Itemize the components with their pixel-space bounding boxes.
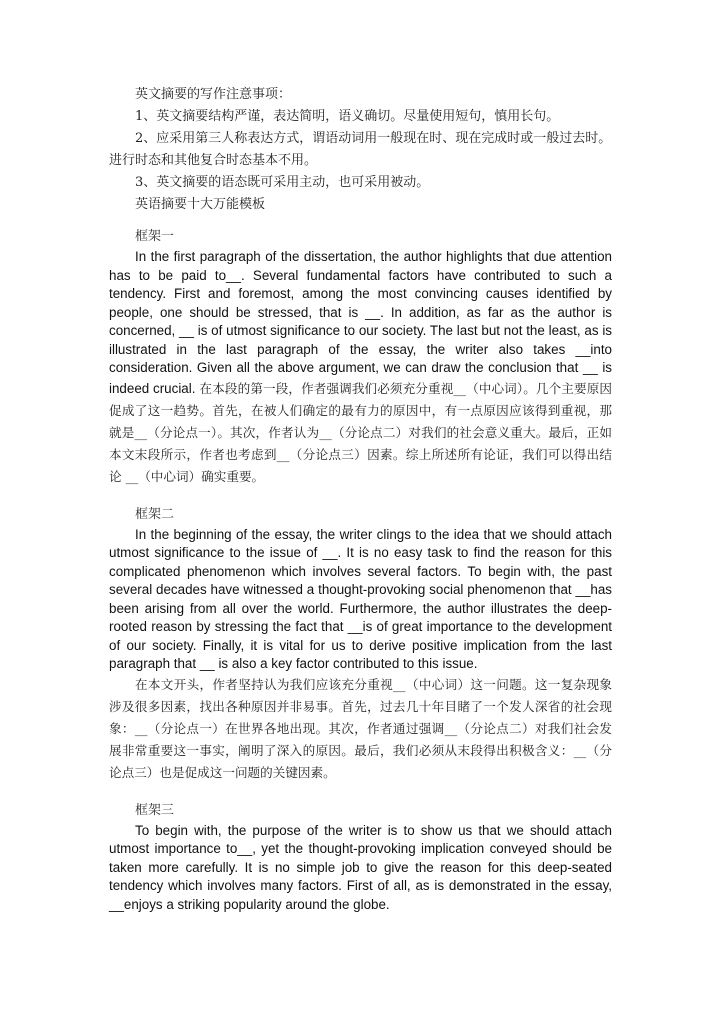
frame2-chinese: 在本文开头，作者坚持认为我们应该充分重视__（中心词）这一问题。这一复杂现象涉及很多因素，找出各种原因并非易事。首先，过去几十年目睹了一个发人深省的社会现象：__（分论点一）在世界各地出现。其次，作者通过强调__（分论点二）对我们社会发展非常重要这一事实，阐明了深入的原因。最后，我们必须从末段得出积极含义：__（分论点三）也是促成这一问题的关键因素。 [109, 676, 612, 780]
document-page [109, 84, 612, 914]
notes-item-2: 2、应采用第三人称表达方式，谓语动词用一般现在时、现在完成时或一般过去时。进行时态和其他复合时态基本不用。 [109, 131, 612, 168]
frame2-english: In the beginning of the essay, the writer clings to the idea that we should attach utmost significance to the issue of __. It is no easy task to find the reason for this complicated phenomenon which involves several factors. To begin with, the past several decades have witnessed a thought-provoking social phenomenon that __has been arising from all over the world. Furthermore, the author illustrates the deep-rooted reason by stressing the fact that __is of great importance to the development of our society. Finally, it is vital for us to derive positive implication from the last paragraph that __ is also a key factor contributed to this issue. [109, 526, 612, 671]
frame1-chinese: 在本段的第一段，作者强调我们必须充分重视__（中心词）。几个主要原因促成了这一趋势。首先，在被人们确定的最有力的原因中，有一点原因应该得到重视，那就是__（分论点一）。其次，作者认为__（分论点二）对我们的社会意义重大。最后，正如本文末段所示，作者也考虑到__（分论点三）因素。综上所述所有论证，我们可以得出结论 __（中心词）确实重要。 [109, 380, 612, 484]
notes-item-3: 3、英文摘要的语态既可采用主动，也可采用被动。 [135, 175, 430, 190]
frame1-paragraph [109, 248, 612, 488]
frame2-title: 框架二 [135, 506, 175, 522]
notes-item-1: 1、英文摘要结构严谨，表达简明，语义确切。尽量使用短句，慎用长句。 [135, 109, 560, 124]
frame3-english: To begin with, the purpose of the writer is to show us that we should attach utmost importance to__, yet the thought-provoking implication conveyed should be taken more carefully. It is no simple job to give the reason for this deep-seated tendency which involves many factors. First of all, as is demonstrated in the essay, __enjoys a striking popularity around the globe. [109, 822, 612, 912]
templates-heading: 英语摘要十大万能模板 [135, 197, 266, 212]
notes-heading: 英文摘要的写作注意事项： [135, 87, 292, 102]
frame3-title: 框架三 [135, 802, 175, 818]
frame1-english: In the first paragraph of the dissertation, the author highlights that due attention has to be paid to__. Several fundamental factors have contributed to such a tendency. First and foremost, among the most convincing causes identified by people, one should be stressed, that is __. In addition, as far as the author is concerned, __ is of utmost significance to our society. The last but not the least, as is illustrated in the last paragraph of the essay, the writer also takes __into consideration. Given all the above argument, we can draw the conclusion that __ is indeed crucial. [109, 249, 612, 396]
frame1-title: 框架一 [135, 229, 175, 244]
